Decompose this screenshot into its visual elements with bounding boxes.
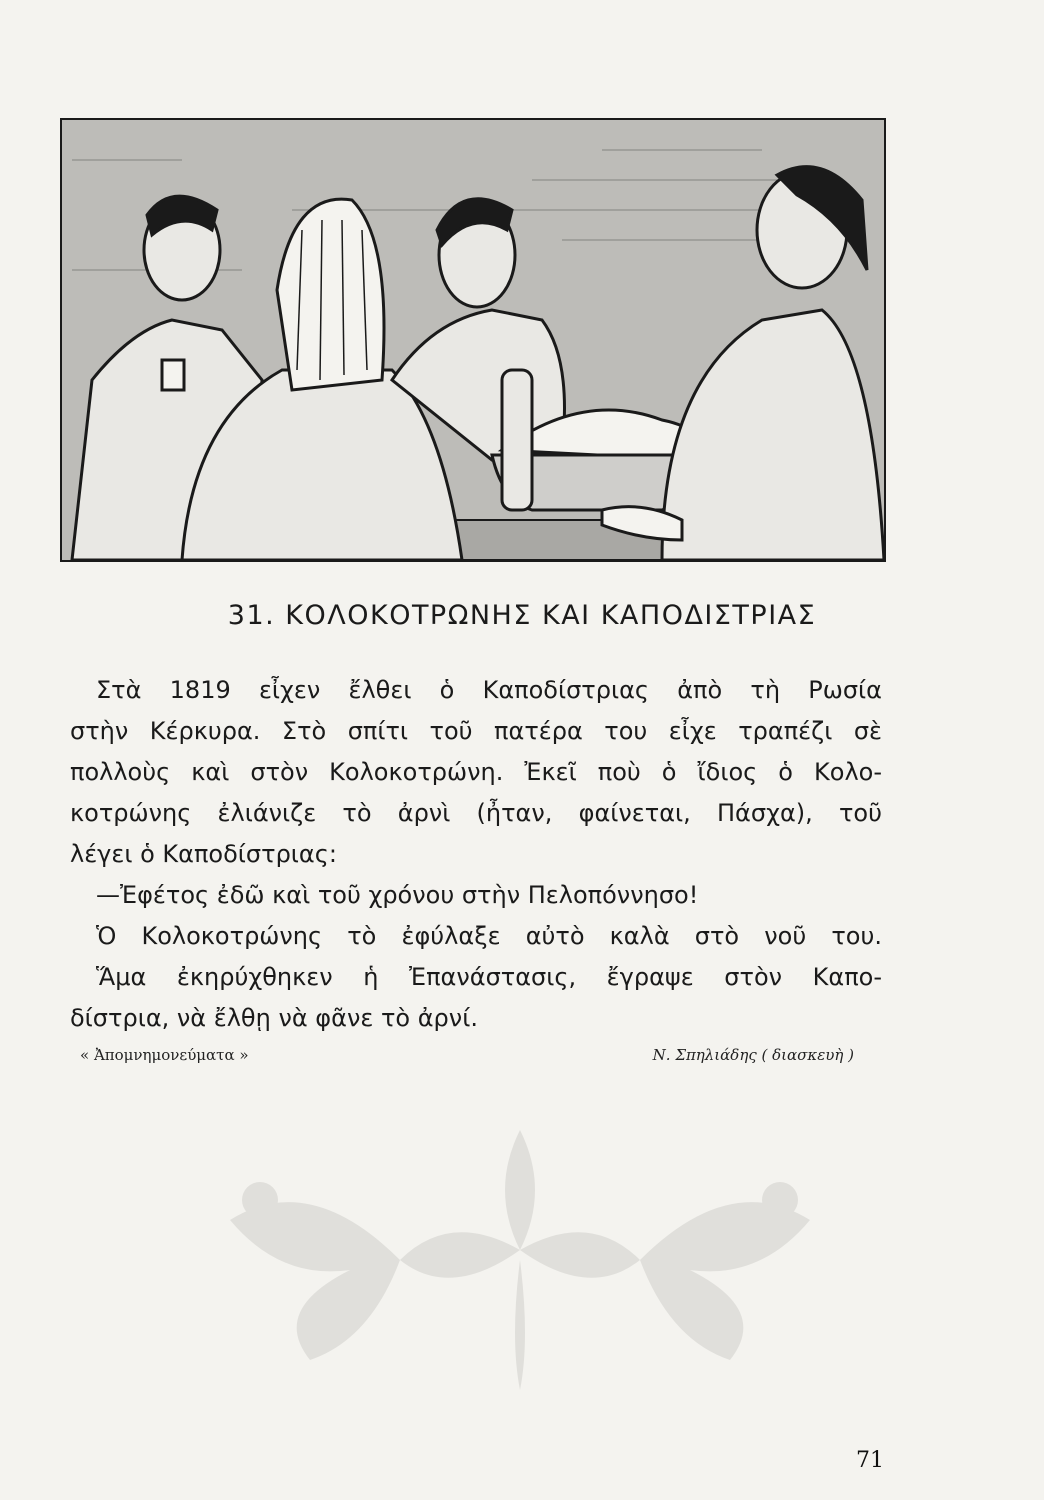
text-line: πολλοὺς καὶ στὸν Κολοκοτρώνη. Ἐκεῖ ποὺ ὁ ἴδιος ὁ Κολο- [70, 758, 882, 786]
text-line: —Ἐφέτος ἐδῶ καὶ τοῦ χρόνου στὴν Πελοπόννησο! [96, 881, 699, 909]
text-line: Στὰ 1819 εἶχεν ἔλθει ὁ Καποδίστριας ἀπὸ τὴ Ρωσία [96, 676, 882, 704]
text-line: λέγει ὁ Καποδίστριας: [70, 840, 337, 868]
dinner-scene-illustration [62, 120, 884, 560]
text-line: δίστρια, νὰ ἔλθῃ νὰ φᾶνε τὸ ἀρνί. [70, 1004, 478, 1032]
text-line: κοτρώνης ἐλιάνιζε τὸ ἀρνὶ (ἦταν, φαίνεται, Πάσχα), τοῦ [70, 799, 882, 827]
source-caption: « Ἀπομνημονεύματα » [80, 1046, 249, 1064]
text-line: Ὁ Κολοκοτρώνης τὸ ἐφύλαξε αὐτὸ καλὰ στὸ νοῦ του. [96, 922, 882, 950]
author-caption: Ν. Σπηλιάδης ( διασκευὴ ) [652, 1046, 854, 1064]
section-title: 31. ΚΟΛΟΚΟΤΡΩΝΗΣ ΚΑΙ ΚΑΠΟΔΙΣΤΡΙΑΣ [227, 600, 817, 631]
floral-ornament-icon [170, 1110, 870, 1400]
body-text [70, 670, 882, 1039]
text-line: στὴν Κέρκυρα. Στὸ σπίτι τοῦ πατέρα του εἶχε τραπέζι σὲ [70, 717, 882, 745]
page-number: 71 [856, 1448, 884, 1473]
illustration [60, 118, 886, 562]
text-line: Ἅμα ἐκηρύχθηκεν ἡ Ἐπανάστασις, ἔγραψε στὸν Καπο- [96, 963, 882, 991]
